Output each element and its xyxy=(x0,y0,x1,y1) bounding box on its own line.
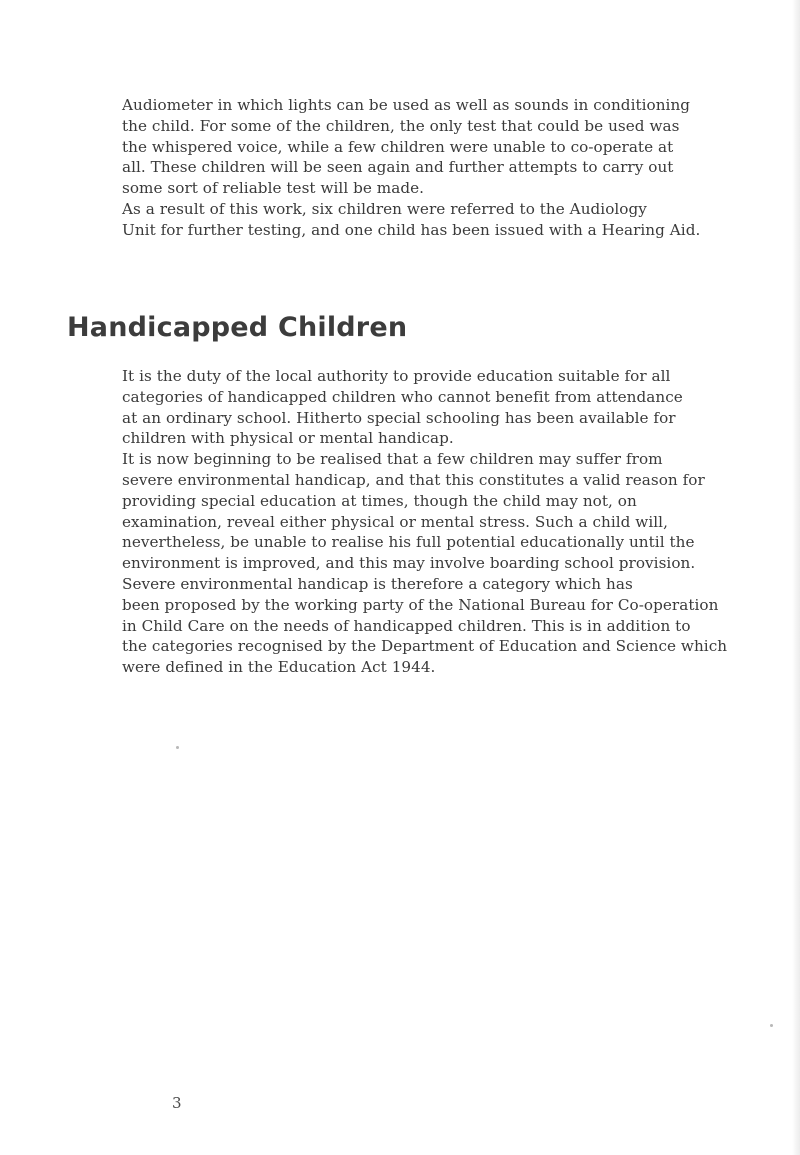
paragraph-audiometer: Audiometer in which lights can be used as well as sounds in conditioning the child. For some of the children, the only test that could be used was the whispered voice, while a few children were unable to co-operate at all. These children will be seen again and further attempts to carry out some sort of reliable test will be made. As a result of this work, six children were referred to the Audiology Unit for further testing, and one child has been issued with a Hearing Aid. xyxy=(122,96,701,239)
section-heading: Handicapped Children xyxy=(67,312,408,343)
scan-speck xyxy=(176,746,179,749)
page-number: 3 xyxy=(172,1094,182,1112)
paragraph-handicapped-children: It is the duty of the local authority to provide education suitable for all categories of handicapped children who cannot benefit from attendance at an ordinary school. Hitherto special schooling has been available for children with physical or mental handicap. It is now beginning to be realised that a few children may suffer from severe environmental handicap, and that this constitutes a valid reason for providing special education at times, though the child may not, on examination, reveal either physical or mental stress. Such a child will, nevertheless, be unable to realise his full potential educationally until the environment is improved, and this may involve boarding school provision. Severe environmental handicap is therefore a category which has been proposed by the working party of the National Bureau for Co-operation in Child Care on the needs of handicapped children. This is in addition to the categories recognised by the Department of Education and Science which were defined in the Education Act 1944. xyxy=(122,367,728,677)
page-edge xyxy=(792,0,800,1155)
scan-speck xyxy=(770,1024,773,1027)
